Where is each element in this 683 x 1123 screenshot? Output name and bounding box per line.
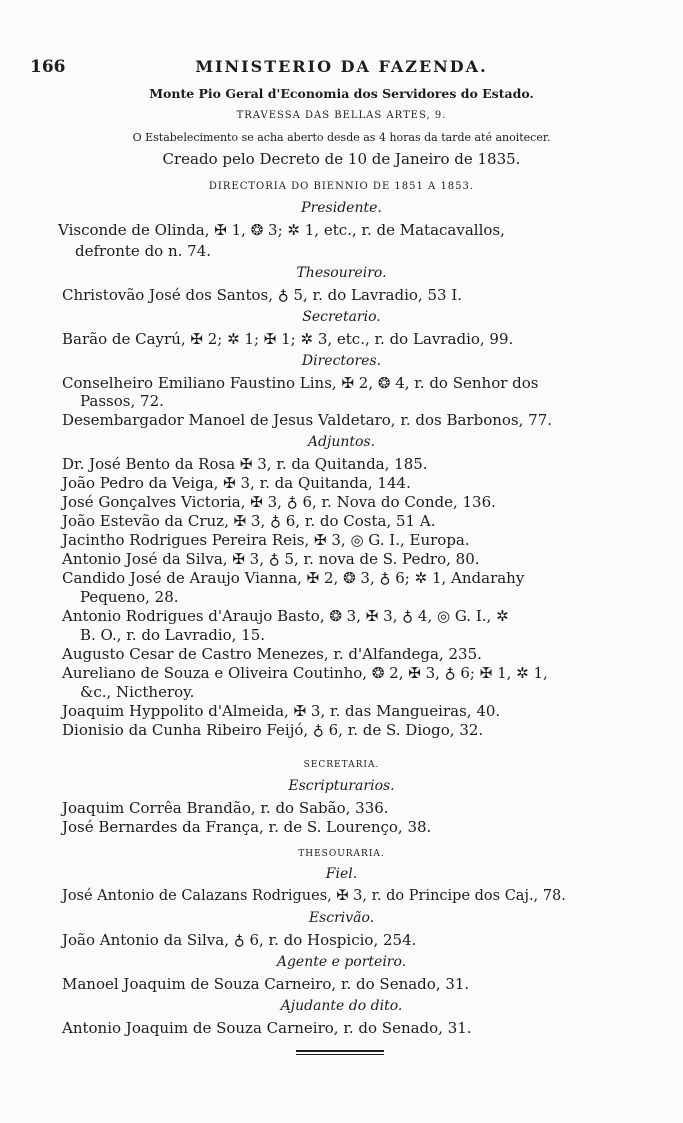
entry-line: José Bernardes da França, r. de S. Lourenço, 38. — [62, 818, 432, 836]
entry-line: Dr. José Bento da Rosa ✠ 3, r. da Quitanda, 185. — [62, 455, 428, 473]
section-heading: Adjuntos. — [307, 434, 376, 450]
entry-line: Joaquim Corrêa Brandão, r. do Sabão, 336. — [62, 799, 389, 817]
entry-line: Antonio Joaquim de Souza Carneiro, r. do Senado, 31. — [62, 1019, 472, 1037]
entry-line: Pequeno, 28. — [80, 588, 179, 606]
entry-line: Barão de Cayrú, ✠ 2; ✲ 1; ✠ 1; ✲ 3, etc., r. do Lavradio, 99. — [62, 330, 514, 348]
section-heading: Directores. — [301, 353, 382, 369]
directorate-heading: DIRECTORIA DO BIENNIO DE 1851 A 1853. — [208, 181, 475, 192]
section-heading: SECRETARIA. — [303, 760, 380, 770]
section-heading: Fiel. — [325, 866, 358, 882]
entry-line: Manoel Joaquim de Souza Carneiro, r. do Senado, 31. — [62, 975, 470, 993]
entry-line: Joaquim Hyppolito d'Almeida, ✠ 3, r. das Mangueiras, 40. — [62, 702, 501, 720]
end-rule — [296, 1050, 384, 1052]
entry-line: Christovão José dos Santos, ♁ 5, r. do Lavradio, 53 I. — [62, 286, 463, 304]
entry-line: José Antonio de Calazans Rodrigues, ✠ 3, r. do Principe dos Caj., 78. — [62, 888, 566, 904]
entry-line: B. O., r. do Lavradio, 15. — [80, 626, 266, 644]
entry-line: Dionisio da Cunha Ribeiro Feijó, ♁ 6, r. de S. Diogo, 32. — [62, 721, 484, 739]
entry-line: Desembargador Manoel de Jesus Valdetaro, r. dos Barbonos, 77. — [62, 411, 553, 429]
section-heading: Presidente. — [301, 200, 382, 216]
entry-line: Antonio Rodrigues d'Araujo Basto, ❂ 3, ✠ 3, ♁ 4, ◎ G. I., ✲ — [62, 607, 509, 625]
page-number: 166 — [30, 57, 66, 77]
entry-line: João Estevão da Cruz, ✠ 3, ♁ 6, r. do Costa, 51 A. — [62, 512, 436, 530]
entry-line: Antonio José da Silva, ✠ 3, ♁ 5, r. nova de S. Pedro, 80. — [62, 550, 480, 568]
section-heading: Escrivão. — [308, 910, 375, 926]
entry-line: José Gonçalves Victoria, ✠ 3, ♁ 6, r. Nova do Conde, 136. — [62, 493, 496, 511]
entry-line: Candido José de Araujo Vianna, ✠ 2, ❂ 3, ♁ 6; ✲ 1, Andarahy — [62, 569, 525, 587]
institution-title: Monte Pio Geral d'Economia dos Servidores do Estado. — [149, 86, 534, 101]
entry-line: João Antonio da Silva, ♁ 6, r. do Hospicio, 254. — [62, 931, 417, 949]
address-line: TRAVESSA DAS BELLAS ARTES, 9. — [236, 110, 447, 121]
section-heading: THESOURARIA. — [298, 849, 385, 859]
entry-line: Conselheiro Emiliano Faustino Lins, ✠ 2, ❂ 4, r. do Senhor dos — [62, 374, 539, 392]
entry-line: Augusto Cesar de Castro Menezes, r. d'Alfandega, 235. — [62, 645, 482, 663]
section-heading: Agente e porteiro. — [276, 954, 407, 970]
section-heading: Escripturarios. — [288, 778, 395, 794]
decree-line: Creado pelo Decreto de 10 de Janeiro de 1835. — [162, 150, 521, 168]
entry-line: &c., Nictheroy. — [80, 683, 195, 701]
entry-line: Visconde de Olinda, ✠ 1, ❂ 3; ✲ 1, etc., r. de Matacavallos, — [58, 221, 505, 239]
hours-line: O Estabelecimento se acha aberto desde as 4 horas da tarde até anoitecer. — [132, 131, 551, 144]
section-heading: Thesoureiro. — [296, 265, 387, 281]
ministry-title: MINISTERIO DA FAZENDA. — [195, 57, 488, 76]
entry-line: Jacintho Rodrigues Pereira Reis, ✠ 3, ◎ G. I., Europa. — [62, 531, 470, 549]
entry-line: Aureliano de Souza e Oliveira Coutinho, ❂ 2, ✠ 3, ♁ 6; ✠ 1, ✲ 1, — [62, 664, 548, 682]
end-rule-thin — [296, 1054, 384, 1055]
entry-line: Passos, 72. — [80, 392, 164, 410]
entry-line: João Pedro da Veiga, ✠ 3, r. da Quitanda, 144. — [62, 474, 411, 492]
entry-line: defronte do n. 74. — [75, 242, 212, 260]
section-heading: Ajudante do dito. — [280, 998, 403, 1014]
section-heading: Secretario. — [302, 309, 381, 325]
